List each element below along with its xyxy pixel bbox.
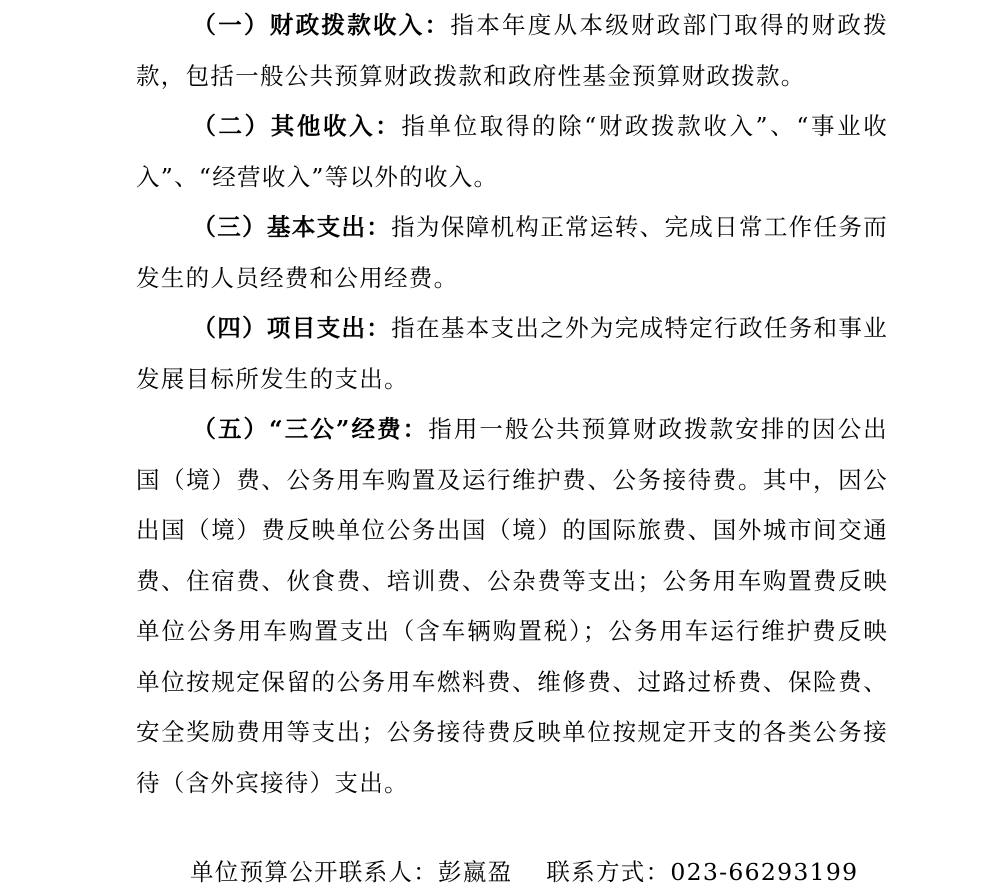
contact-footer bbox=[190, 852, 858, 892]
definition-paragraph-5 bbox=[136, 404, 888, 808]
definition-paragraph-4 bbox=[136, 303, 888, 404]
contact-person: 单位预算公开联系人：彭嬴盈 bbox=[190, 858, 513, 886]
term-2: （二）其他收入： bbox=[192, 112, 402, 140]
definition-text-3: 指为保障机构正常运转、完成日常工作任务而发生的人员经费和公用经费。 bbox=[136, 213, 889, 292]
term-1: （一）财政拨款收入： bbox=[192, 11, 451, 39]
document-body bbox=[136, 0, 888, 808]
definition-text-4: 指在基本支出之外为完成特定行政任务和事业发展目标所发生的支出。 bbox=[136, 314, 889, 393]
definition-paragraph-1 bbox=[136, 0, 888, 101]
definition-paragraph-3 bbox=[136, 202, 888, 303]
definition-text-2: 指单位取得的除“财政拨款收入”、“事业收入”、“经营收入”等以外的收入。 bbox=[136, 112, 888, 191]
definition-text-5: 指用一般公共预算财政拨款安排的因公出国（境）费、公务用车购置及运行维护费、公务接待费。其中，因公出国（境）费反映单位公务出国（境）的国际旅费、国外城市间交通费、住宿费、伙食费、培训费、公杂费等支出；公务用车购置费反映单位公务用车购置支出（含车辆购置税）；公务用车运行维护费反映单位按规定保留的公务用车燃料费、维修费、过路过桥费、保险费、安全奖励费用等支出；公务接待费反映单位按规定开支的各类公务接待（含外宾接待）支出。 bbox=[136, 415, 888, 797]
definition-text-1: 指本年度从本级财政部门取得的财政拨款，包括一般公共预算财政拨款和政府性基金预算财政拨款。 bbox=[136, 11, 888, 90]
contact-phone: 联系方式：023-66293199 bbox=[546, 858, 859, 886]
term-4: （四）项目支出： bbox=[192, 314, 392, 342]
definition-paragraph-2 bbox=[136, 101, 888, 202]
term-3: （三）基本支出： bbox=[192, 213, 392, 241]
term-5: （五）“三公”经费： bbox=[192, 415, 429, 443]
